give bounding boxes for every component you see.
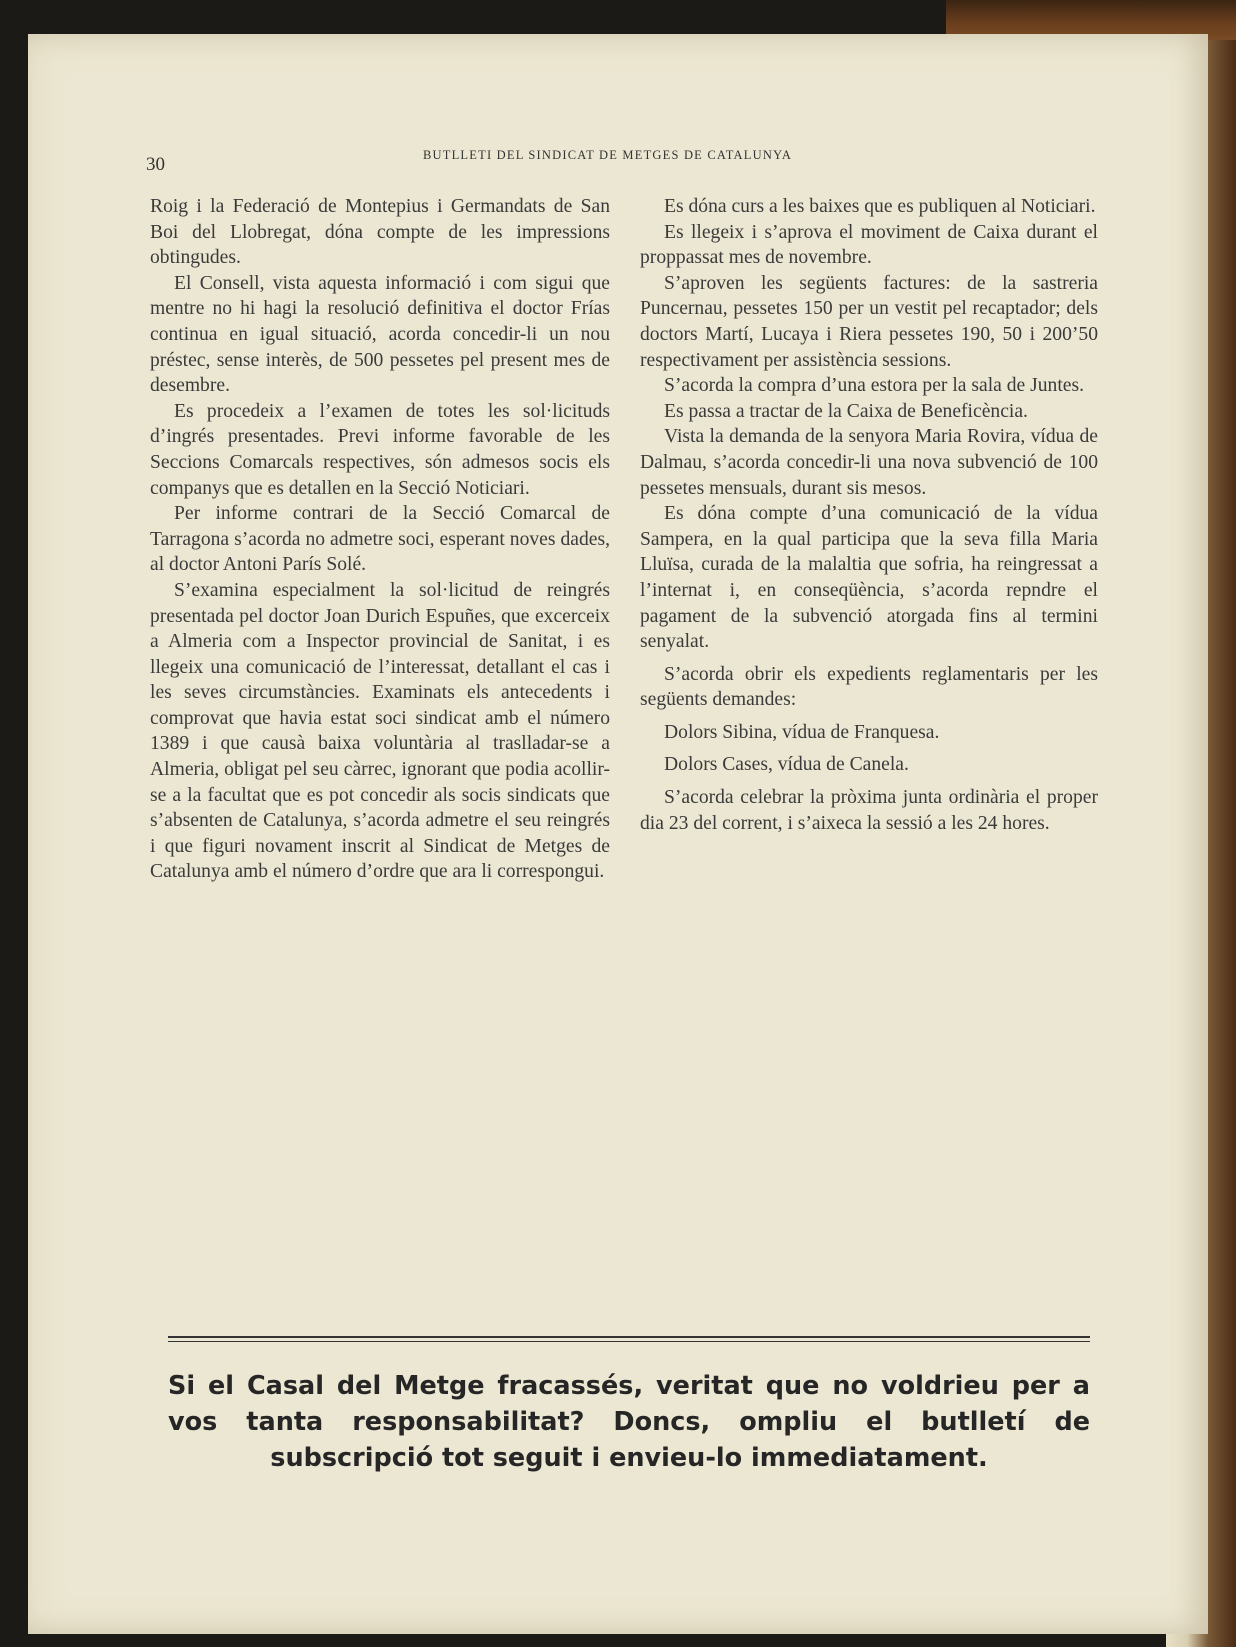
paragraph: Roig i la Federació de Montepius i Germandats de San Boi del Llobregat, dóna compte de les impressions obtingudes.	[150, 196, 610, 269]
paragraph: Es llegeix i s’aprova el moviment de Caixa durant el proppassat mes de novembre.	[640, 221, 1098, 269]
running-head: BUTLLETI DEL SINDICAT DE METGES DE CATALUNYA	[423, 148, 793, 162]
paragraph: Es dóna compte d’una comunicació de la vídua Sampera, en la qual participa que la seva filla Maria Lluïsa, curada de la malaltia que sofria, ha reingressat a l’internat i, en conseqüència, s’acorda repndre el pagament de la subvenció atorgada fins al termini senyalat.	[640, 503, 1098, 653]
page-header	[28, 116, 1208, 175]
paragraph: Es passa a tractar de la Caixa de Beneficència.	[664, 400, 1028, 422]
paragraph: S’aproven les següents factures: de la sastreria Puncernau, pessetes 150 per un vestit pel recaptador; dels doctors Martí, Lucaya i Riera pessetes 190, 50 i 200’50 respectivament per assistència sessions.	[640, 272, 1098, 371]
paragraph: Vista la demanda de la senyora Maria Rovira, vídua de Dalmau, s’acorda concedir-li una nova subvenció de 100 pessetes mensuals, durant sis mesos.	[640, 426, 1098, 499]
list-item: Dolors Cases, vídua de Canela.	[664, 754, 909, 776]
paragraph: S’acorda obrir els expedients reglamentaris per les següents demandes:	[640, 663, 1098, 711]
left-column	[150, 194, 610, 885]
paragraph: Per informe contrari de la Secció Comarcal de Tarragona s’acorda no admetre soci, esperant noves dades, al doctor Antoni París Solé.	[150, 503, 610, 576]
paragraph: Es procedeix a l’examen de totes les sol·licituds d’ingrés presentades. Previ informe favorable de les Seccions Comarcals respectives, són admesos socis els companys que es detallen en la Secció Noticiari.	[150, 400, 610, 499]
list-item: Dolors Sibina, vídua de Franquesa.	[664, 721, 940, 743]
paragraph: Es dóna curs a les baixes que es publiquen al Noticiari.	[664, 196, 1096, 217]
paragraph: El Consell, vista aquesta informació i com sigui que mentre no hi hagi la resolució definitiva el doctor Frías continua en igual situació, acorda concedir-li un nou préstec, sense interès, de 500 pessetes pel present mes de desembre.	[150, 272, 610, 397]
subscription-notice: Si el Casal del Metge fracassés, veritat que no voldrieu per a vos tanta responsabilitat? Doncs, ompliu el butlletí de subscripció tot seguit i envieu-lo immediatament.	[168, 1371, 1090, 1473]
notice-divider	[168, 1336, 1090, 1342]
scanned-page	[28, 34, 1208, 1634]
page-number: 30	[146, 154, 165, 175]
right-column	[640, 194, 1098, 836]
paragraph: S’examina especialment la sol·licitud de reingrés presentada pel doctor Joan Durich Espuñes, que excerceix a Almeria com a Inspector provincial de Sanitat, i es llegeix una comunicació de l’interessat, detallant el cas i les seves circumstàncies. Examinats els antecedents i comprovat que havia estat soci sindicat amb el número 1389 i que causà baixa voluntària al traslladar-se a Almeria, obligat pel seu càrrec, ignorant que podia acollir-se a la facultat que es pot concedir als socis sindicats que s’absenten de Catalunya, s’acorda admetre el seu reingrés i que figuri novament inscrit al Sindicat de Metges de Catalunya amb el número d’ordre que ara li correspongui.	[150, 579, 610, 883]
divider-line	[168, 1336, 1090, 1338]
paragraph: S’acorda celebrar la pròxima junta ordinària el proper dia 23 del corrent, i s’aixeca la sessió a les 24 hores.	[640, 787, 1098, 834]
paragraph: S’acorda la compra d’una estora per la sala de Juntes.	[664, 375, 1085, 397]
divider-line	[168, 1341, 1090, 1342]
